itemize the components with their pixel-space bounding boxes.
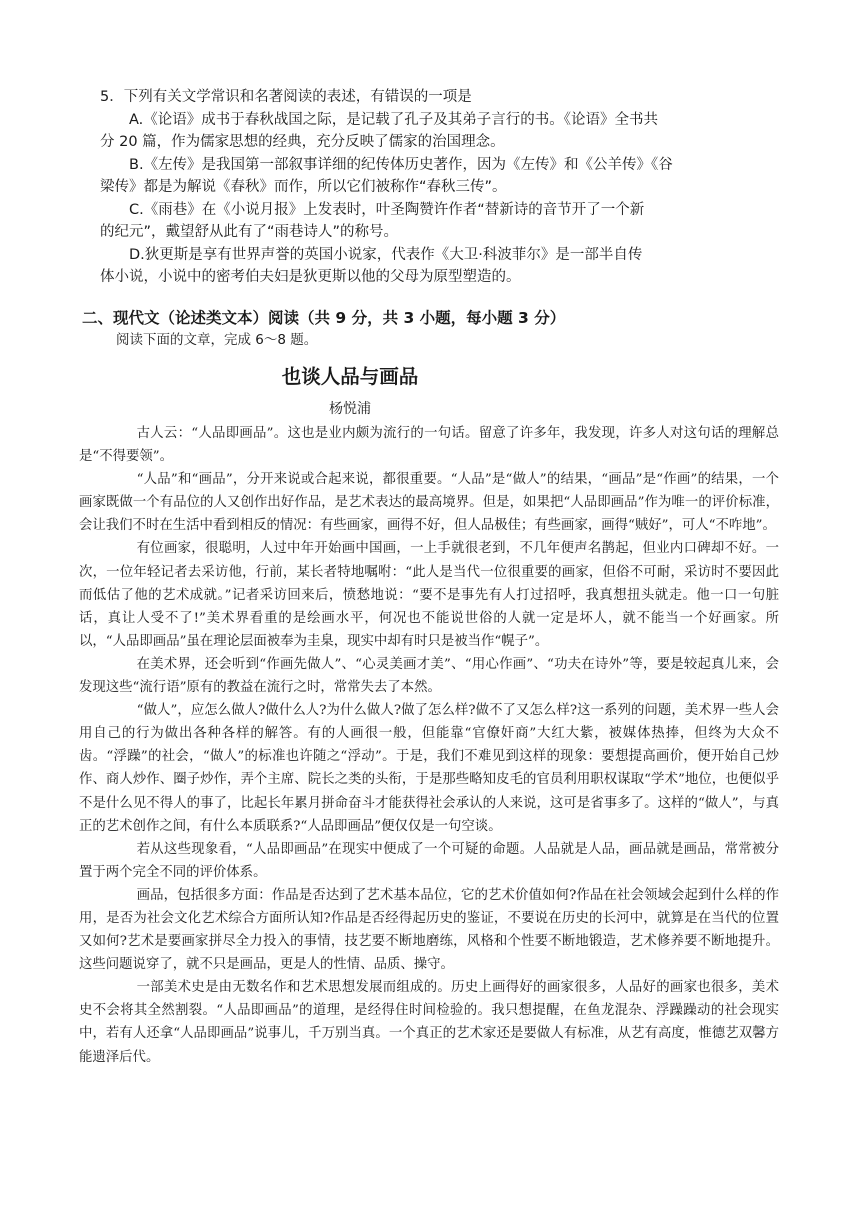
- option-a: [100, 109, 700, 154]
- section-2-instruction: 阅读下面的文章，完成 6～8 题。: [116, 332, 318, 348]
- option-d: [100, 244, 700, 289]
- option-d-line2: 体小说，小说中的密考伯夫妇是狄更斯以他的父母为原型塑造的。: [100, 269, 521, 285]
- question-5: [100, 86, 700, 289]
- article-paragraph-1: 古人云：“人品即画品”。这也是业内颇为流行的一句话。留意了许多年，我发现，许多人对这句话的理解总是“不得要领”。: [79, 426, 779, 465]
- section-2-title: 二、现代文（论述类文本）阅读（共 9 分，共 3 小题，每小题 3 分）: [82, 309, 566, 327]
- option-b-line1: 《左传》是我国第一部叙事详细的纪传体历史著作，因为《左传》和《公羊传》《谷: [143, 156, 673, 173]
- option-a-line1: 《论语》成书于春秋战国之际，是记载了孔子及其弟子言行的书。《论语》全书共: [143, 111, 659, 128]
- option-c-line2: 的纪元”，戴望舒从此有了“雨巷诗人”的称号。: [100, 224, 399, 240]
- article-author: 杨悦浦: [329, 401, 371, 417]
- option-b: [100, 154, 700, 199]
- article-paragraph-3: 有位画家，很聪明，人过中年开始画中国画，一上手就很老到，不几年便声名鹊起，但业内口碑却不好。一次，一位年轻记者去采访他，行前，某长者特地嘱咐：“此人是当代一位很重要的画家，但俗不可耐，采访时不要因此而低估了他的艺术成就。”记者采访回来后，愤愁地说：“要不是事先有人打过招呼，我真想扭头就走。他一口一句脏话，真让人受不了!”美术界看重的是绘画水平，何况也不能说世俗的人就一定是坏人，就不能当一个好画家。所以，“人品即画品”虽在理论层面被奉为圭臬，现实中却有时只是被当作“幌子”。: [79, 541, 779, 649]
- question-5-stem: 5．下列有关文学常识和名著阅读的表述，有错误的一项是: [100, 89, 472, 105]
- option-d-label: D.: [129, 246, 145, 263]
- option-c: [100, 199, 700, 244]
- option-a-label: A.: [129, 111, 144, 128]
- article-paragraph-8: 一部美术史是由无数名作和艺术思想发展而组成的。历史上画得好的画家很多，人品好的画家也很多，美术史不会将其全然割裂。“人品即画品”的道理，是经得住时间检验的。我只想提醒，在鱼龙混杂、浮躁躁动的社会现实中，若有人还拿“人品即画品”说事儿，千万别当真。一个真正的艺术家还是要做人有标准，从艺有高度，惟德艺双馨方能遗泽后代。: [79, 980, 779, 1065]
- option-b-label: B.: [129, 156, 144, 173]
- article-title: 也谈人品与画品: [281, 365, 419, 388]
- option-c-line1: 《雨巷》在《小说月报》上发表时，叶圣陶赞许作者“替新诗的音节开了一个新: [143, 201, 645, 218]
- option-c-label: C.: [129, 201, 144, 218]
- option-d-line1: 狄更斯是享有世界声誉的英国小说家，代表作《大卫·科波菲尔》是一部半自传: [144, 246, 643, 263]
- article-paragraph-4: 在美术界，还会听到“作画先做人”、“心灵美画才美”、“用心作画”、“功夫在诗外”等，要是较起真儿来，会发现这些“流行语”原有的教益在流行之时，常常失去了本然。: [79, 656, 779, 696]
- article-paragraph-7: 画品，包括很多方面：作品是否达到了艺术基本品位，它的艺术价值如何?作品在社会领域会起到什么样的作用，是否为社会文化艺术综合方面所认知?作品是否经得起历史的鉴证，不要说在历史的长河中，就算是在当代的位置又如何?艺术是要画家拼尽全力投入的事情，技艺要不断地磨练，风格和个性要不断地锻造，艺术修养要不断地提升。这些问题说穿了，就不只是画品，更是人的性情、品质、操守。: [79, 887, 779, 973]
- article-paragraph-6: 若从这些现象看，“人品即画品”在现实中便成了一个可疑的命题。人品就是人品，画品就是画品，常常被分置于两个完全不同的评价体系。: [79, 841, 779, 880]
- option-a-line2: 分 20 篇，作为儒家思想的经典，充分反映了儒家的治国理念。: [100, 134, 505, 150]
- option-b-line2: 梁传》都是为解说《春秋》而作，所以它们被称作“春秋三传”。: [100, 179, 507, 195]
- article-body: [79, 422, 779, 1069]
- article-paragraph-5: “做人”，应怎么做人?做什么人?为什么做人?做了怎么样?做不了又怎么样?这一系列的问题，美术界一些人会用自己的行为做出各种各样的解答。有的人画很一般，但能靠“官僚奸商”大红大紫，被媒体热捧，但终为大众不齿。“浮躁”的社会，“做人”的标准也许随之“浮动”。于是，我们不难见到这样的现象：要想提高画价，便开始自己炒作、商人炒作、圈子炒作，弄个主席、院长之类的头衔，于是那些略知皮毛的官员利用职权谋取“学术”地位，也便似乎不是什么见不得人的事了，比起长年累月拼命奋斗才能获得社会承认的人来说，这可是省事多了。这样的“做人”，与真正的艺术创作之间，有什么本质联系?“人品即画品”便仅仅是一句空谈。: [79, 703, 779, 834]
- article-paragraph-2: “人品”和“画品”，分开来说或合起来说，都很重要。“人品”是“做人”的结果，“画品”是“作画”的结果，一个画家既做一个有品位的人又创作出好作品，是艺术表达的最高境界。但是，如果把“人品即画品”作为唯一的评价标准，会让我们不时在生活中看到相反的情况：有些画家，画得不好，但人品极佳；有些画家，画得“贼好”，可人“不咋地”。: [79, 472, 779, 534]
